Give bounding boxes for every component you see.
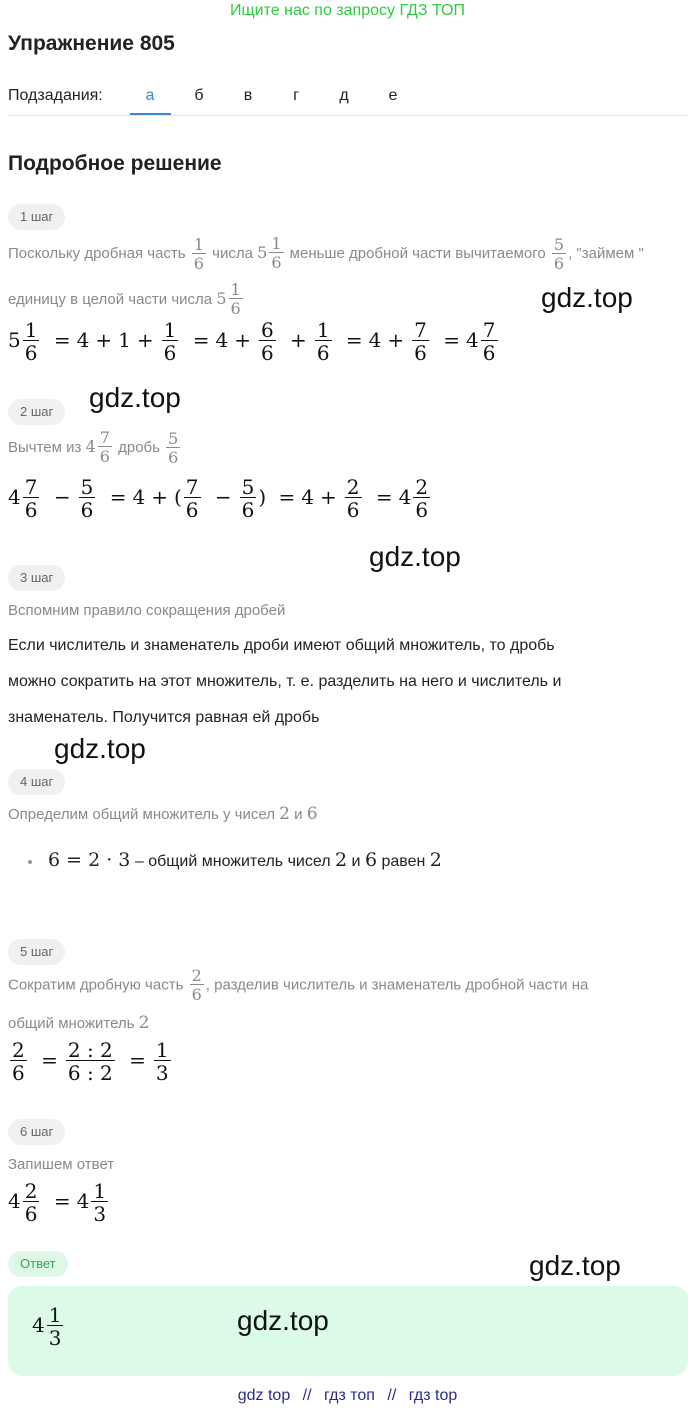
step-1-text-a: Поскольку дробная часть	[8, 245, 186, 262]
step-5-text-b: , разделив числитель и знаменатель дробной части на	[205, 976, 589, 994]
watermark: gdz.top	[541, 282, 633, 313]
footer-separator: //	[387, 1387, 397, 1404]
subtask-tab-v[interactable]: в	[243, 87, 253, 104]
step-1-text-e: единицу в целой части числа	[8, 291, 213, 308]
fraction-5-6: $\frac{5}{6}$	[553, 234, 565, 273]
step-5-equation: $\frac{2}{6}$ = $\frac{2 : 2}{6 : 2}$ = $\frac{1}{3}$	[12, 1038, 169, 1085]
step-4-text-a: Определим общий множитель у чисел	[8, 806, 275, 823]
step-5-text-a: Сократим дробную часть	[8, 976, 184, 994]
step-2-equation: 4 $\frac{7}{6}$ − $\frac{5}{6}$ = 4 + ( $\frac{7}{6}$ − $\frac{5}{6}$ ) = 4 + $\frac{2}{6}$ = 4 $\frac{2}{6}$	[8, 475, 429, 522]
step-1-text-line2	[8, 282, 245, 317]
subtask-tab-d[interactable]: д	[339, 87, 349, 104]
watermark: gdz.top	[369, 541, 461, 572]
fraction-5-6: $\frac{5}{6}$	[168, 428, 179, 467]
rule-line-1: Если числитель и знаменатель дроби имеют общий множитель, то дробь	[8, 637, 555, 654]
step-4-text-and: и	[294, 806, 303, 823]
step-5-text-c: общий множитель	[8, 1015, 135, 1032]
footer-link-2[interactable]: гдз топ	[324, 1387, 375, 1404]
footer-link-1[interactable]: gdz top	[237, 1387, 291, 1404]
fraction-2-6: $\frac{2}{6}$	[191, 966, 202, 1004]
step-4-text: Определим общий множитель у чисел 2 и 6	[8, 804, 318, 824]
answer-box	[8, 1286, 688, 1376]
bullet-dot	[28, 860, 32, 864]
rule-line-2: можно сократить на этот множитель, т. е. разделить на него и числитель и	[8, 673, 562, 690]
step-1-badge: 1 шаг	[8, 204, 65, 230]
exercise-title: Упражнение 805	[8, 32, 175, 55]
footer-separator: //	[302, 1387, 312, 1404]
step-4-bullet-text: – общий множитель чисел	[134, 853, 331, 870]
step-2-text-b: дробь	[118, 439, 160, 456]
mixed-5-1-6-b: 5 $\frac{1}{6}$	[216, 280, 241, 318]
step-3-text: Вспомним правило сокращения дробей	[8, 602, 286, 619]
promo-banner[interactable]: Ищите нас по запросу ГДЗ ТОП	[230, 2, 465, 19]
step-1-text-c: меньше дробной части вычитаемого	[289, 245, 546, 262]
footer	[0, 1387, 695, 1405]
step-2-badge: 2 шаг	[8, 399, 65, 425]
mixed-5-1-6: 5 $\frac{1}{6}$	[257, 234, 282, 272]
answer-value: 4 $\frac{1}{3}$	[32, 1303, 62, 1350]
subtask-tab-b[interactable]: б	[194, 87, 204, 104]
subtask-tab-a[interactable]: а	[145, 87, 155, 104]
step-4-bullet-and: и	[351, 853, 361, 870]
watermark: gdz.top	[529, 1250, 621, 1281]
step-1-text	[8, 236, 644, 272]
rule-line-3: знаменатель. Получится равная ей дробь	[8, 709, 320, 726]
step-6-equation: 4 $\frac{2}{6}$ = 4 $\frac{1}{3}$	[8, 1179, 107, 1226]
watermark: gdz.top	[237, 1305, 329, 1336]
subtask-tab-g[interactable]: г	[293, 87, 299, 104]
answer-badge: Ответ	[8, 1251, 68, 1277]
step-2-text	[8, 430, 182, 466]
step-6-text: Запишем ответ	[8, 1156, 115, 1173]
step-4-bullet-equals: равен	[381, 853, 426, 870]
subtask-tab-e[interactable]: е	[388, 87, 398, 104]
step-6-badge: 6 шаг	[8, 1119, 65, 1145]
watermark: gdz.top	[89, 382, 181, 413]
step-4-bullet: 6 = 2 · 3 – общий множитель чисел 2 и 6 равен 2	[48, 849, 442, 871]
fraction-1-6: $\frac{1}{6}$	[193, 234, 204, 273]
footer-link-3[interactable]: гдз top	[408, 1387, 458, 1404]
step-1-text-b: числа	[212, 245, 253, 262]
step-2-text-a: Вычтем из	[8, 439, 82, 456]
step-1-text-d: , "займем "	[568, 245, 644, 262]
step-4-badge: 4 шаг	[8, 769, 65, 795]
subtasks-label: Подзадания:	[8, 87, 103, 104]
step-5-text	[8, 968, 588, 1003]
watermark: gdz.top	[54, 733, 146, 764]
step-1-equation: 5 $\frac{1}{6}$ = 4 + 1 + $\frac{1}{6}$ = 4 + $\frac{6}{6}$ + $\frac{1}{6}$ = 4 + $\frac{7}{6}$ = 4 $\frac{7}{6}$	[8, 318, 496, 365]
section-title: Подробное решение	[8, 152, 222, 175]
step-3-badge: 3 шаг	[8, 565, 65, 591]
step-5-badge: 5 шаг	[8, 939, 65, 965]
tabs-divider	[8, 115, 687, 116]
step-5-text-line2: общий множитель 2	[8, 1013, 150, 1033]
mixed-4-7-6: 4 $\frac{7}{6}$	[85, 428, 110, 466]
